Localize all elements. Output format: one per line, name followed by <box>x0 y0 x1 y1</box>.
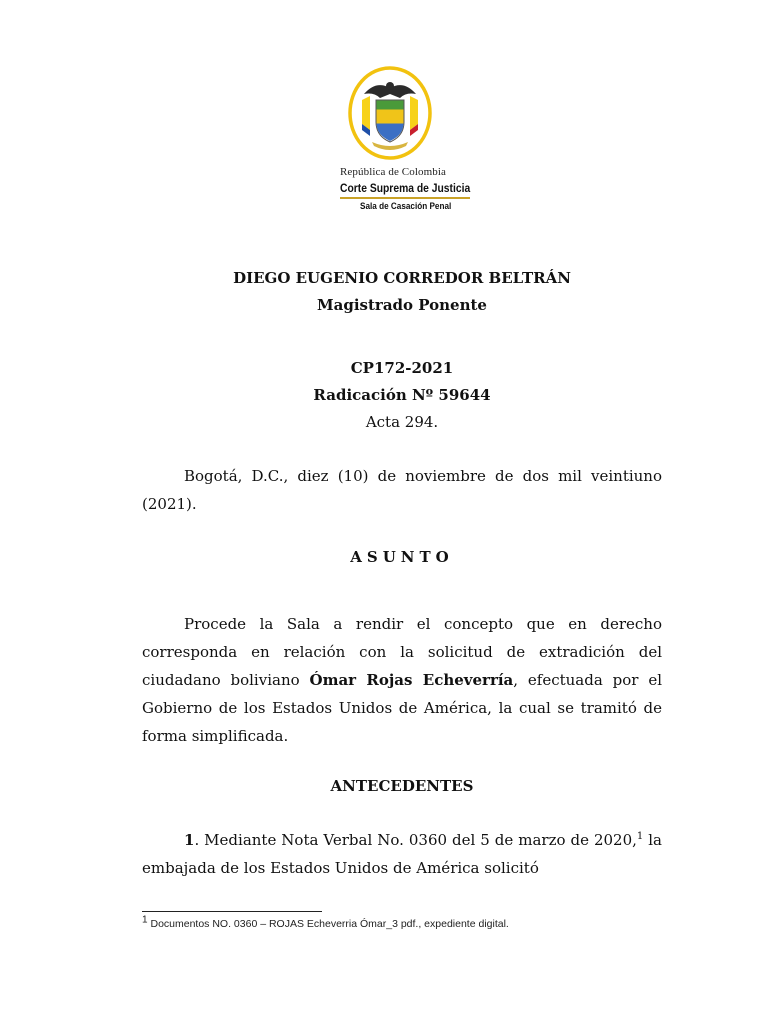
acta-number: Acta 294. <box>365 413 439 431</box>
asunto-paragraph <box>142 610 662 750</box>
footnote <box>142 914 662 930</box>
footnote-marker: 1 <box>142 914 148 926</box>
letterhead-divider <box>340 197 470 199</box>
asunto-heading: ASUNTO <box>350 548 454 566</box>
letterhead-chamber: Sala de Casación Penal <box>360 201 452 212</box>
letterhead-republic: República de Colombia <box>340 166 446 178</box>
coat-of-arms-seal-icon <box>348 66 432 160</box>
antecedentes-paragraph-1 <box>142 826 662 882</box>
date-paragraph: Bogotá, D.C., diez (10) de noviembre de dos mil veintiuno (2021). <box>142 467 662 513</box>
footnote-divider <box>142 911 322 912</box>
case-code: CP172-2021 <box>350 359 454 377</box>
antecedentes-item-number: 1 <box>184 831 195 849</box>
asunto-text-before: Procede la Sala a rendir el concepto que en derecho corresponda en relación con la solicitud de extradición del ciudadano boliviano <box>142 615 662 689</box>
letterhead-court: Corte Suprema de Justicia <box>340 181 471 195</box>
footnote-reference: 1 <box>636 831 644 842</box>
magistrate-role: Magistrado Ponente <box>317 296 487 314</box>
extraditee-name: Ómar Rojas Echeverría <box>309 671 514 689</box>
antecedentes-heading: ANTECEDENTES <box>330 777 474 795</box>
asunto-text-after: , efectuada por el Gobierno de los Estados Unidos de América, la cual se tramitó de forma simplificada. <box>142 671 663 745</box>
footnote-text: Documentos NO. 0360 – ROJAS Echeverria Ómar_3 pdf., expediente digital. <box>147 918 509 930</box>
antecedentes-text-part2: la embajada de los Estados Unidos de América solicitó <box>142 831 662 877</box>
radicacion-number: Radicación Nº 59644 <box>313 386 491 404</box>
magistrate-name: DIEGO EUGENIO CORREDOR BELTRÁN <box>233 269 571 287</box>
antecedentes-text-part1: . Mediante Nota Verbal No. 0360 del 5 de marzo de 2020, <box>194 831 637 849</box>
